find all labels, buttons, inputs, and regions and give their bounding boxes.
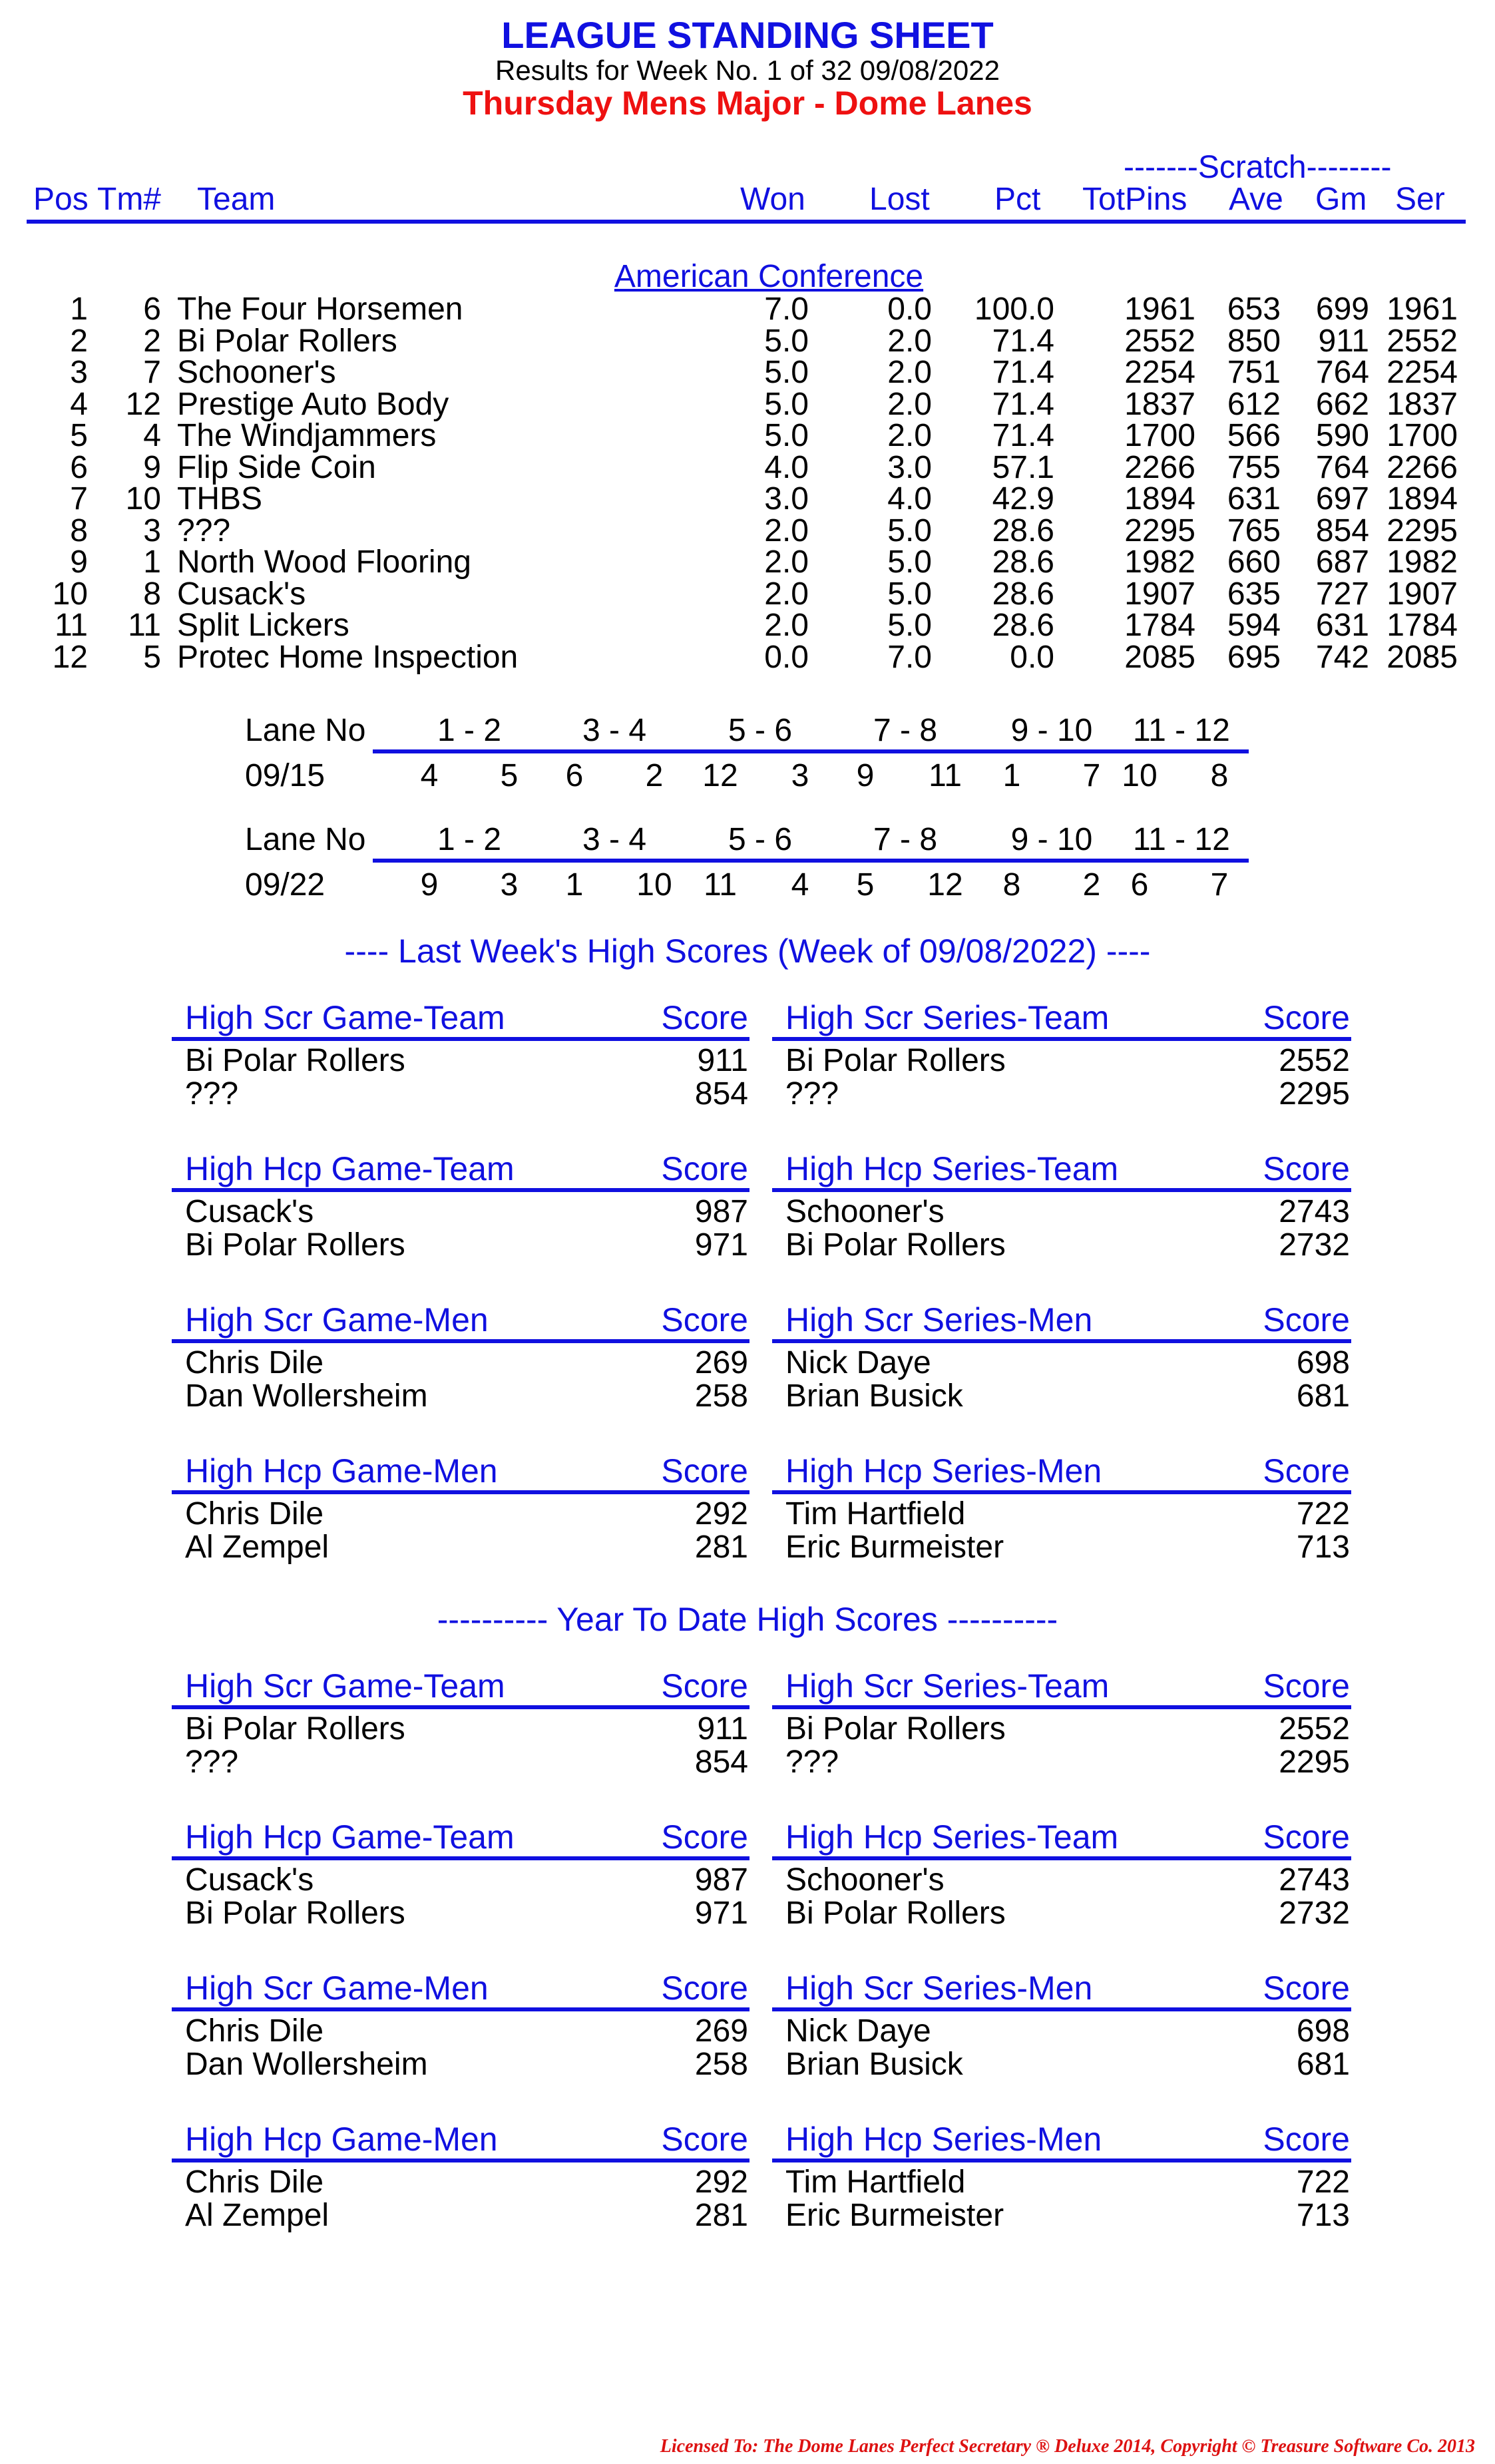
standings-lost-cell: 5.0 [887,544,932,580]
standings-lost-cell: 2.0 [887,355,932,390]
standings-tm-cell: 6 [143,292,161,327]
standings-ave-cell: 653 [1227,292,1281,327]
standings-tm-cell: 10 [125,481,161,516]
standings-tm-cell: 12 [125,386,161,422]
high-score-value: 2552 [1279,1711,1350,1746]
category-title: High Hcp Series-Team [785,1818,1119,1856]
team-number: 12 [927,867,963,903]
standings-lost-cell: 5.0 [887,608,932,643]
col-won: Won [740,182,805,217]
standings-ave-cell: 612 [1227,386,1281,422]
high-score-name: Al Zempel [185,2198,329,2233]
standings-won-cell: 7.0 [764,292,809,327]
standings-won-cell: 2.0 [764,544,809,580]
lane-pair-header: 9 - 10 [1010,822,1093,857]
score-label: Score [1263,1969,1350,2007]
standings-tm-cell: 7 [143,355,161,390]
high-score-value: 281 [694,2198,748,2233]
lane-no-label: Lane No [245,822,366,857]
standings-totpins-cell: 1837 [1124,386,1195,422]
high-score-value: 854 [694,1745,748,1780]
high-score-name: Al Zempel [185,1530,329,1565]
standings-won-cell: 3.0 [764,481,809,516]
standings-team-cell: THBS [177,481,263,516]
score-label: Score [661,1667,748,1705]
col-ave: Ave [1229,182,1283,217]
standings-won-cell: 2.0 [764,608,809,643]
standings-tm-cell: 3 [143,513,161,548]
standings-pct-cell: 42.9 [992,481,1054,516]
lane-pair-header: 7 - 8 [873,822,938,857]
standings-ser-cell: 2254 [1387,355,1458,390]
category-title: High Scr Series-Team [785,999,1110,1036]
team-number: 4 [420,758,439,793]
footer-license: Licensed To: The Dome Lanes Perfect Secretary ® Deluxe 2014, Copyright © Treasure Software Co. 2013 [660,2436,1475,2457]
high-score-name: Nick Daye [785,2013,931,2049]
category-rule [772,2007,1351,2011]
standings-pos-cell: 6 [70,449,88,485]
category-title: High Hcp Game-Team [185,1818,515,1856]
standings-gm-cell: 764 [1315,449,1369,485]
standings-won-cell: 4.0 [764,449,809,485]
category-rule [172,1705,749,1709]
standings-pos-cell: 9 [70,544,88,580]
standings-totpins-cell: 2085 [1124,639,1195,675]
high-score-name: ??? [785,1076,839,1112]
high-score-value: 2743 [1279,1194,1350,1229]
col-ser: Ser [1395,182,1445,217]
high-score-name: Bi Polar Rollers [785,1896,1006,1931]
team-number: 4 [791,867,809,903]
lane-pair-header: 11 - 12 [1133,822,1230,857]
lane-pair-header: 1 - 2 [437,822,502,857]
col-pct: Pct [994,182,1041,217]
team-number: 3 [791,758,809,793]
standings-pos-cell: 12 [52,639,88,675]
team-number: 11 [929,758,962,793]
high-score-value: 971 [694,1227,748,1263]
standings-lost-cell: 3.0 [887,449,932,485]
standings-totpins-cell: 1907 [1124,576,1195,612]
category-rule [172,2007,749,2011]
high-score-name: Bi Polar Rollers [785,1043,1006,1078]
standings-lost-cell: 7.0 [887,639,932,675]
standings-won-cell: 2.0 [764,576,809,612]
standings-totpins-cell: 1961 [1124,292,1195,327]
team-number: 1 [565,867,584,903]
category-title: High Scr Series-Men [785,1969,1093,2007]
high-score-name: Bi Polar Rollers [185,1896,405,1931]
standings-pct-cell: 0.0 [1010,639,1054,675]
score-label: Score [661,1150,748,1187]
standings-lost-cell: 2.0 [887,418,932,453]
category-title: High Scr Game-Team [185,999,505,1036]
standings-ave-cell: 751 [1227,355,1281,390]
standings-gm-cell: 911 [1318,323,1369,359]
standings-lost-cell: 0.0 [887,292,932,327]
category-title: High Hcp Game-Team [185,1150,515,1187]
team-number: 11 [704,867,737,903]
category-title: High Scr Game-Team [185,1667,505,1705]
standings-ser-cell: 1982 [1387,544,1458,580]
team-number: 6 [565,758,584,793]
standings-ave-cell: 765 [1227,513,1281,548]
standings-pct-cell: 71.4 [992,418,1054,453]
category-title: High Hcp Series-Men [785,2121,1102,2158]
lane-pair-header: 11 - 12 [1133,713,1230,748]
high-score-value: 698 [1296,1345,1350,1380]
team-number: 3 [500,867,519,903]
high-score-value: 2295 [1279,1076,1350,1112]
standings-gm-cell: 727 [1315,576,1369,612]
team-number: 7 [1082,758,1101,793]
conference-title: American Conference [614,259,924,294]
standings-pct-cell: 28.6 [992,608,1054,643]
category-rule [172,1490,749,1494]
score-label: Score [661,2121,748,2158]
category-title: High Scr Game-Men [185,1301,489,1338]
high-score-name: ??? [185,1745,239,1780]
high-score-name: Brian Busick [785,2047,963,2082]
standings-ser-cell: 2266 [1387,449,1458,485]
high-score-name: Nick Daye [785,1345,931,1380]
high-score-name: Schooner's [785,1862,945,1898]
score-label: Score [661,1452,748,1490]
high-score-value: 258 [694,2047,748,2082]
high-score-value: 911 [697,1711,748,1746]
team-number: 5 [856,867,875,903]
team-number: 10 [1122,758,1158,793]
standings-team-cell: ??? [177,513,231,548]
high-score-value: 987 [694,1862,748,1898]
standings-gm-cell: 854 [1315,513,1369,548]
high-score-value: 292 [694,2164,748,2200]
standings-totpins-cell: 2295 [1124,513,1195,548]
standings-ave-cell: 631 [1227,481,1281,516]
standings-ser-cell: 2552 [1387,323,1458,359]
team-number: 6 [1130,867,1149,903]
category-title: High Scr Game-Men [185,1969,489,2007]
page-title: LEAGUE STANDING SHEET [501,14,994,56]
score-label: Score [1263,1301,1350,1338]
standings-pct-cell: 28.6 [992,576,1054,612]
col-lost: Lost [869,182,930,217]
col-team: Team [197,182,276,217]
lane-pair-header: 9 - 10 [1010,713,1093,748]
high-score-value: 2552 [1279,1043,1350,1078]
lane-pair-header: 5 - 6 [728,822,793,857]
standings-gm-cell: 687 [1315,544,1369,580]
standings-pos-cell: 8 [70,513,88,548]
standings-pos-cell: 2 [70,323,88,359]
high-score-value: 269 [694,2013,748,2049]
col-gm: Gm [1315,182,1367,217]
score-label: Score [1263,999,1350,1036]
standings-won-cell: 0.0 [764,639,809,675]
standings-lost-cell: 4.0 [887,481,932,516]
standings-lost-cell: 5.0 [887,576,932,612]
standings-team-cell: North Wood Flooring [177,544,471,580]
standings-pos-cell: 7 [70,481,88,516]
category-title: High Hcp Game-Men [185,1452,498,1490]
lane-pair-header: 1 - 2 [437,713,502,748]
high-score-name: Chris Dile [185,2164,324,2200]
high-score-name: Bi Polar Rollers [185,1711,405,1746]
high-score-value: 269 [694,1345,748,1380]
high-score-name: Bi Polar Rollers [785,1227,1006,1263]
high-score-value: 713 [1296,1530,1350,1565]
high-score-value: 2295 [1279,1745,1350,1780]
category-rule [172,1037,749,1041]
standings-ave-cell: 850 [1227,323,1281,359]
high-score-name: Schooner's [785,1194,945,1229]
lane-pair-header: 5 - 6 [728,713,793,748]
high-score-value: 2732 [1279,1227,1350,1263]
high-score-value: 987 [694,1194,748,1229]
standings-tm-cell: 8 [143,576,161,612]
team-number: 5 [500,758,519,793]
score-label: Score [1263,2121,1350,2158]
standings-totpins-cell: 1894 [1124,481,1195,516]
standings-ave-cell: 566 [1227,418,1281,453]
category-rule [772,1188,1351,1192]
standings-won-cell: 5.0 [764,323,809,359]
standings-tm-cell: 9 [143,449,161,485]
high-score-value: 681 [1296,2047,1350,2082]
score-label: Score [1263,1818,1350,1856]
standings-pos-cell: 3 [70,355,88,390]
standings-gm-cell: 764 [1315,355,1369,390]
standings-tm-cell: 1 [143,544,161,580]
category-rule [172,2158,749,2162]
standings-ser-cell: 1907 [1387,576,1458,612]
high-score-value: 292 [694,1496,748,1532]
week-subtitle: Results for Week No. 1 of 32 09/08/2022 [495,55,1000,86]
high-score-name: Eric Burmeister [785,2198,1004,2233]
schedule-date: 09/15 [245,758,325,793]
standings-tm-cell: 2 [143,323,161,359]
high-score-name: Tim Hartfield [785,1496,966,1532]
category-title: High Hcp Series-Men [785,1452,1102,1490]
standings-gm-cell: 590 [1315,418,1369,453]
standings-pos-cell: 4 [70,386,88,422]
standings-tm-cell: 4 [143,418,161,453]
standings-pct-cell: 28.6 [992,544,1054,580]
high-score-name: ??? [185,1076,239,1112]
standings-team-cell: Protec Home Inspection [177,639,519,675]
high-score-name: Cusack's [185,1862,314,1898]
high-score-name: Bi Polar Rollers [785,1711,1006,1746]
standings-ser-cell: 1784 [1387,608,1458,643]
high-score-name: Chris Dile [185,2013,324,2049]
standings-ser-cell: 1961 [1387,292,1458,327]
standings-totpins-cell: 1700 [1124,418,1195,453]
standings-team-cell: Schooner's [177,355,336,390]
high-score-value: 713 [1296,2198,1350,2233]
standings-won-cell: 5.0 [764,418,809,453]
league-name: Thursday Mens Major - Dome Lanes [463,85,1032,122]
standings-gm-cell: 631 [1315,608,1369,643]
standings-ave-cell: 755 [1227,449,1281,485]
category-rule [772,1339,1351,1343]
lane-pair-header: 3 - 4 [582,713,647,748]
score-label: Score [1263,1667,1350,1705]
high-score-name: Dan Wollersheim [185,2047,428,2082]
category-title: High Hcp Game-Men [185,2121,498,2158]
standings-won-cell: 2.0 [764,513,809,548]
standings-team-cell: Bi Polar Rollers [177,323,397,359]
standings-totpins-cell: 1784 [1124,608,1195,643]
score-label: Score [661,1969,748,2007]
standings-ave-cell: 660 [1227,544,1281,580]
high-score-name: Dan Wollersheim [185,1378,428,1414]
high-score-value: 911 [697,1043,748,1078]
team-number: 2 [1082,867,1101,903]
header-rule [27,220,1466,224]
category-rule [772,2158,1351,2162]
high-score-value: 681 [1296,1378,1350,1414]
standings-team-cell: Cusack's [177,576,306,612]
standings-gm-cell: 662 [1315,386,1369,422]
high-score-value: 258 [694,1378,748,1414]
lane-pair-header: 3 - 4 [582,822,647,857]
team-number: 9 [856,758,875,793]
standings-pos-cell: 10 [52,576,88,612]
standings-gm-cell: 697 [1315,481,1369,516]
category-title: High Hcp Series-Team [785,1150,1119,1187]
team-number: 9 [420,867,439,903]
standings-lost-cell: 2.0 [887,386,932,422]
standings-ser-cell: 1837 [1387,386,1458,422]
col-pos: Pos [33,182,89,217]
category-rule [172,1856,749,1860]
standings-team-cell: The Windjammers [177,418,437,453]
standings-ser-cell: 2085 [1387,639,1458,675]
high-score-name: ??? [785,1745,839,1780]
team-number: 2 [645,758,664,793]
category-rule [772,1490,1351,1494]
category-rule [772,1037,1351,1041]
standings-totpins-cell: 1982 [1124,544,1195,580]
team-number: 8 [1210,758,1229,793]
lane-no-label: Lane No [245,713,366,748]
high-score-name: Eric Burmeister [785,1530,1004,1565]
high-score-name: Brian Busick [785,1378,963,1414]
standings-pct-cell: 71.4 [992,323,1054,359]
standings-won-cell: 5.0 [764,386,809,422]
score-label: Score [1263,1452,1350,1490]
standings-totpins-cell: 2266 [1124,449,1195,485]
standings-pos-cell: 11 [55,608,88,643]
standings-pos-cell: 5 [70,418,88,453]
team-number: 7 [1210,867,1229,903]
high-score-value: 722 [1296,1496,1350,1532]
high-score-name: Chris Dile [185,1345,324,1380]
score-label: Score [1263,1150,1350,1187]
standings-team-cell: Prestige Auto Body [177,386,449,422]
team-number: 8 [1002,867,1021,903]
schedule-rule [373,859,1249,863]
category-title: High Scr Series-Team [785,1667,1110,1705]
standings-team-cell: The Four Horsemen [177,292,463,327]
col-totpins: TotPins [1082,182,1187,217]
lane-pair-header: 7 - 8 [873,713,938,748]
col-tm: Tm# [97,182,161,217]
category-rule [172,1339,749,1343]
standings-totpins-cell: 2552 [1124,323,1195,359]
standings-ave-cell: 635 [1227,576,1281,612]
standings-ave-cell: 594 [1227,608,1281,643]
ytd-title: ---------- Year To Date High Scores ---------- [437,1601,1058,1638]
scratch-group-header: -------Scratch-------- [1124,150,1392,185]
score-label: Score [661,1301,748,1338]
standings-team-cell: Flip Side Coin [177,449,376,485]
standings-ave-cell: 695 [1227,639,1281,675]
high-score-name: Bi Polar Rollers [185,1043,405,1078]
high-score-name: Bi Polar Rollers [185,1227,405,1263]
standings-ser-cell: 1700 [1387,418,1458,453]
schedule-date: 09/22 [245,867,325,903]
standings-ser-cell: 1894 [1387,481,1458,516]
high-score-value: 2743 [1279,1862,1350,1898]
high-score-value: 971 [694,1896,748,1931]
last-week-title: ---- Last Week's High Scores (Week of 09/08/2022) ---- [344,932,1151,970]
category-rule [772,1705,1351,1709]
team-number: 12 [702,758,738,793]
standings-pct-cell: 71.4 [992,355,1054,390]
standings-pct-cell: 57.1 [992,449,1054,485]
standings-totpins-cell: 2254 [1124,355,1195,390]
standings-tm-cell: 5 [143,639,161,675]
high-score-name: Tim Hartfield [785,2164,966,2200]
high-score-value: 698 [1296,2013,1350,2049]
team-number: 1 [1002,758,1021,793]
category-title: High Scr Series-Men [785,1301,1093,1338]
standings-tm-cell: 11 [128,608,161,643]
high-score-value: 854 [694,1076,748,1112]
standings-lost-cell: 5.0 [887,513,932,548]
team-number: 10 [636,867,672,903]
high-score-name: Chris Dile [185,1496,324,1532]
category-rule [172,1188,749,1192]
standings-gm-cell: 699 [1315,292,1369,327]
high-score-value: 722 [1296,2164,1350,2200]
score-label: Score [661,999,748,1036]
standings-pct-cell: 100.0 [974,292,1054,327]
category-rule [772,1856,1351,1860]
high-score-value: 2732 [1279,1896,1350,1931]
standings-team-cell: Split Lickers [177,608,349,643]
standings-pct-cell: 71.4 [992,386,1054,422]
standings-lost-cell: 2.0 [887,323,932,359]
high-score-value: 281 [694,1530,748,1565]
standings-ser-cell: 2295 [1387,513,1458,548]
score-label: Score [661,1818,748,1856]
high-score-name: Cusack's [185,1194,314,1229]
standings-gm-cell: 742 [1315,639,1369,675]
standings-won-cell: 5.0 [764,355,809,390]
standings-pct-cell: 28.6 [992,513,1054,548]
schedule-rule [373,749,1249,753]
standings-pos-cell: 1 [70,292,88,327]
